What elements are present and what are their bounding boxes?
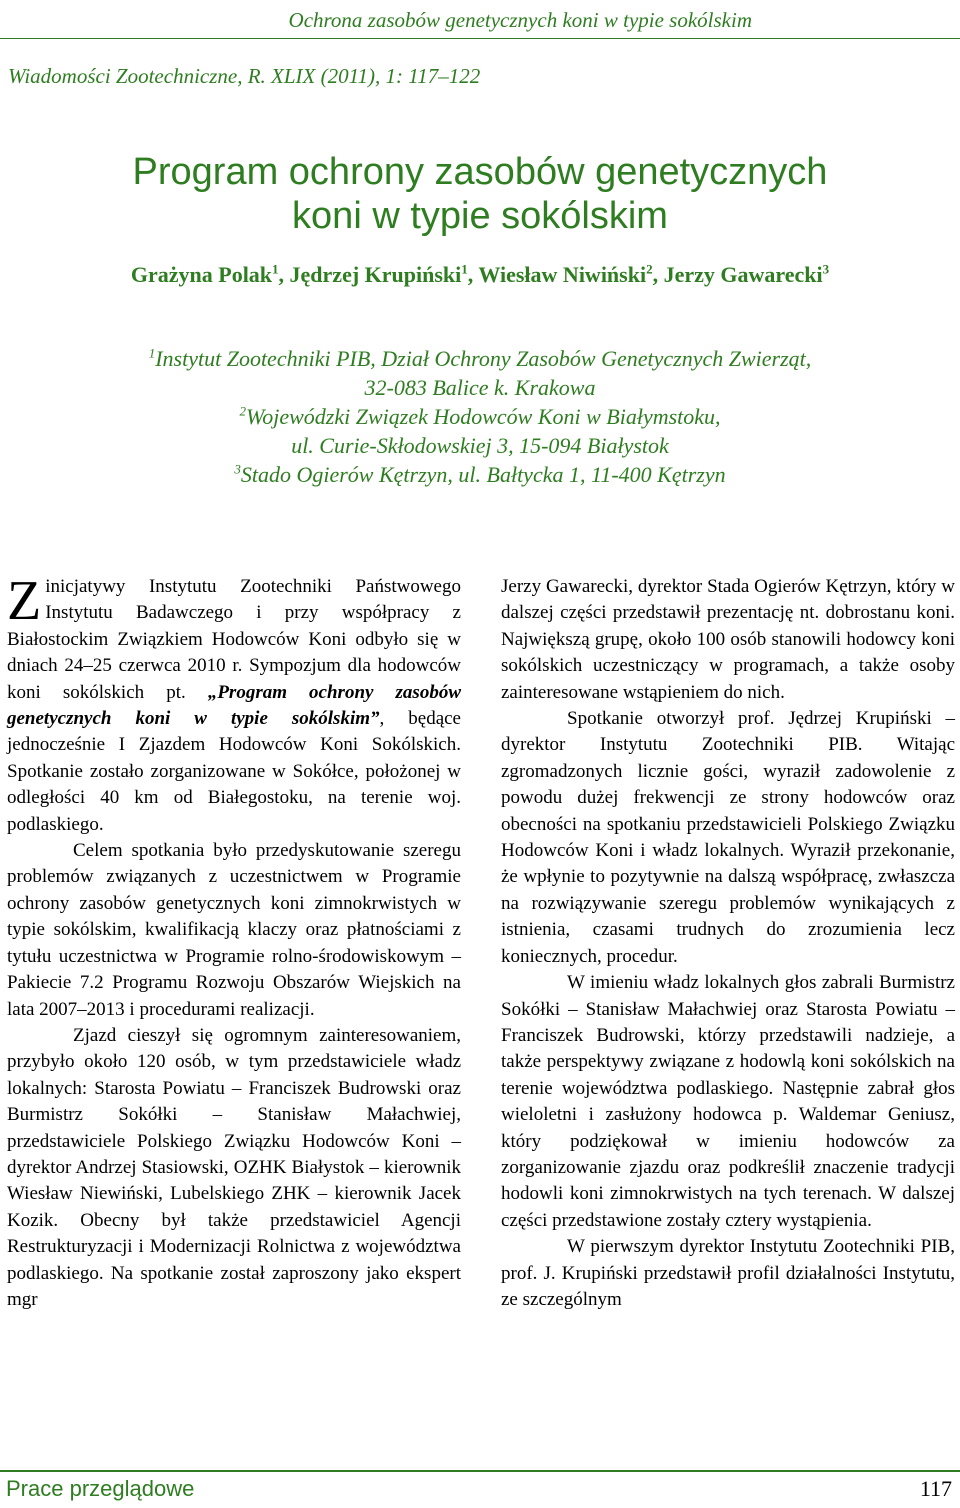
affiliation-line: Instytut Zootechniki PIB, Dział Ochrony Zasobów Genetycznych Zwierząt, xyxy=(155,346,812,371)
section-label: Prace przeglądowe xyxy=(6,1476,195,1501)
affiliation-sup: 3 xyxy=(234,461,241,477)
author-affil-sup: 1 xyxy=(461,261,468,277)
author-name: Jędrzej Krupiński xyxy=(289,262,462,287)
body-paragraph: Celem spotkania było przedyskutowanie szeregu problemów związanych z uczestnictwem w Programie ochrony zasobów genetycznych koni zimnokrwistych w typie sokólskim, kwalifikacją klaczy oraz płatnościami z tytułu uczestnictwa w Programie rolno-środowiskowym – Pakiecie 7.2 Programu Rozwoju Obszarów Wiejskich na lata 2007–2013 i procedurami realizacji. xyxy=(7,840,461,1020)
symposium-title: „Program ochrony zasobów genetycznych koni w typie sokólskim” xyxy=(7,681,461,730)
body-paragraph: Spotkanie otworzył prof. Jędrzej Krupiński – dyrektor Instytutu Zootechniki PIB. Witając zgromadzonych licznie gości, wyraził zadowolenie z powodu dużej frekwencji ze strony hodowców oraz obecności na spotkaniu przedstawicieli Polskiego Związku Hodowców Koni i władz lokalnych. Wyraził przekonanie, że wpłynie to pozytywnie na dalszą współpracę, zwłaszcza na rozwiązywanie szeregu problemów wynikających z istnienia, czasami trudnych do zrozumienia lecz koniecznych, procedur. xyxy=(501,708,955,967)
author-list xyxy=(0,262,960,288)
affiliation-2 xyxy=(0,402,960,431)
page-number: 117 xyxy=(919,1476,952,1501)
body-paragraph: Jerzy Gawarecki, dyrektor Stada Ogierów Kętrzyn, który w dalszej części przedstawił prezentację nt. dobrostanu koni. Największą grupę, około 100 osób stanowili hodowcy koni sokólskich uczestniczący w programach, a także osoby zainteresowane wstąpieniem do nich. xyxy=(501,576,955,703)
author-separator: , xyxy=(652,262,664,287)
affiliation-line: Wojewódzki Związek Hodowców Koni w Białymstoku, xyxy=(245,404,721,429)
author-separator: , xyxy=(467,262,479,287)
author-name: Grażyna Polak xyxy=(130,262,273,287)
title-line-1: Program ochrony zasobów genetycznych xyxy=(132,151,828,193)
drop-cap: Z xyxy=(7,570,42,632)
running-header: Ochrona zasobów genetycznych koni w typie sokólskim xyxy=(288,8,752,32)
body-paragraph: W imieniu władz lokalnych głos zabrali Burmistrz Sokółki – Stanisław Małachwiej oraz Starosta Powiatu – Franciszek Budrowski, którzy przedstawili nadzieje, a także perspektywy związane z hodowlą koni sokólskich na terenie województwa podlaskiego. Następnie zabrał głos wieloletni i zasłużony hodowca p. Waldemar Geniusz, który podziękował w imieniu hodowców za zorganizowanie zjazdu oraz podkreślił znaczenie tradycji hodowli koni zimnokrwistych na tych terenach. W dalszej części przedstawione zostały cztery wystąpienia. xyxy=(501,972,955,1231)
body-paragraph: W pierwszym dyrektor Instytutu Zootechniki PIB, prof. J. Krupiński przedstawił profil działalności Instytutu, ze szczególnym xyxy=(501,1236,955,1310)
affiliation-line: Stado Ogierów Kętrzyn, ul. Bałtycka 1, 11-400 Kętrzyn xyxy=(240,462,726,487)
footer-rule xyxy=(0,1470,960,1472)
paragraph-text: , będące jednocześnie I Zjazdem Hodowców Koni Sokólskich. Spotkanie zostało zorganizowane w Sokółce, położonej w odległości 40 km od Białegostoku, na terenie woj. podlaskiego. xyxy=(7,708,461,835)
body-paragraph: Zjazd cieszył się ogromnym zainteresowaniem, przybyło około 120 osób, w tym przedstawiciele władz lokalnych: Starosta Powiatu – Franciszek Budrowski oraz Burmistrz Sokółki – Stanisław Małachwiej, przedstawiciele Polskiego Związku Hodowców Koni – dyrektor Andrzej Stasiowski, OZHK Białystok – kierownik Wiesław Niewiński, Lubelskiego ZHK – kierownik Jacek Kozik. Obecny był także przedstawiciel Agencji Restrukturyzacji i Modernizacji Rolnictwa z województwa podlaskiego. Na spotkanie został zaproszony jako ekspert mgr xyxy=(7,1024,461,1310)
journal-citation: Wiadomości Zootechniczne, R. XLIX (2011), 1: 117–122 xyxy=(8,64,481,88)
author-affil-sup: 1 xyxy=(272,261,279,277)
affiliation-2-cont: ul. Curie-Skłodowskiej 3, 15-094 Białystok xyxy=(291,433,669,458)
author-name: Wiesław Niwiński xyxy=(478,262,647,287)
affiliation-1-cont: 32-083 Balice k. Krakowa xyxy=(364,375,596,400)
body-column-right xyxy=(501,574,955,1313)
author-affil-sup: 3 xyxy=(822,261,830,277)
affiliation-1 xyxy=(0,344,960,373)
affiliation-3 xyxy=(0,460,960,489)
affiliation-sup: 2 xyxy=(239,403,246,419)
header-rule xyxy=(0,38,960,39)
author-separator: , xyxy=(278,262,290,287)
author-affil-sup: 2 xyxy=(646,261,653,277)
article-title xyxy=(0,150,960,238)
body-column-left xyxy=(7,570,461,1313)
title-line-2: koni w typie sokólskim xyxy=(292,195,668,237)
body-paragraph xyxy=(7,570,461,838)
affiliation-sup: 1 xyxy=(148,345,156,361)
author-name: Jerzy Gawarecki xyxy=(663,262,823,287)
affiliations xyxy=(0,344,960,489)
paragraph-text: inicjatywy Instytutu Zootechniki Państwowego Instytutu Badawczego i przy współpracy z Białostockim Związkiem Hodowców Koni odbyło się w dniach 24–25 czerwca 2010 r. Sympozjum dla hodowców koni sokólskich pt. xyxy=(7,576,461,703)
